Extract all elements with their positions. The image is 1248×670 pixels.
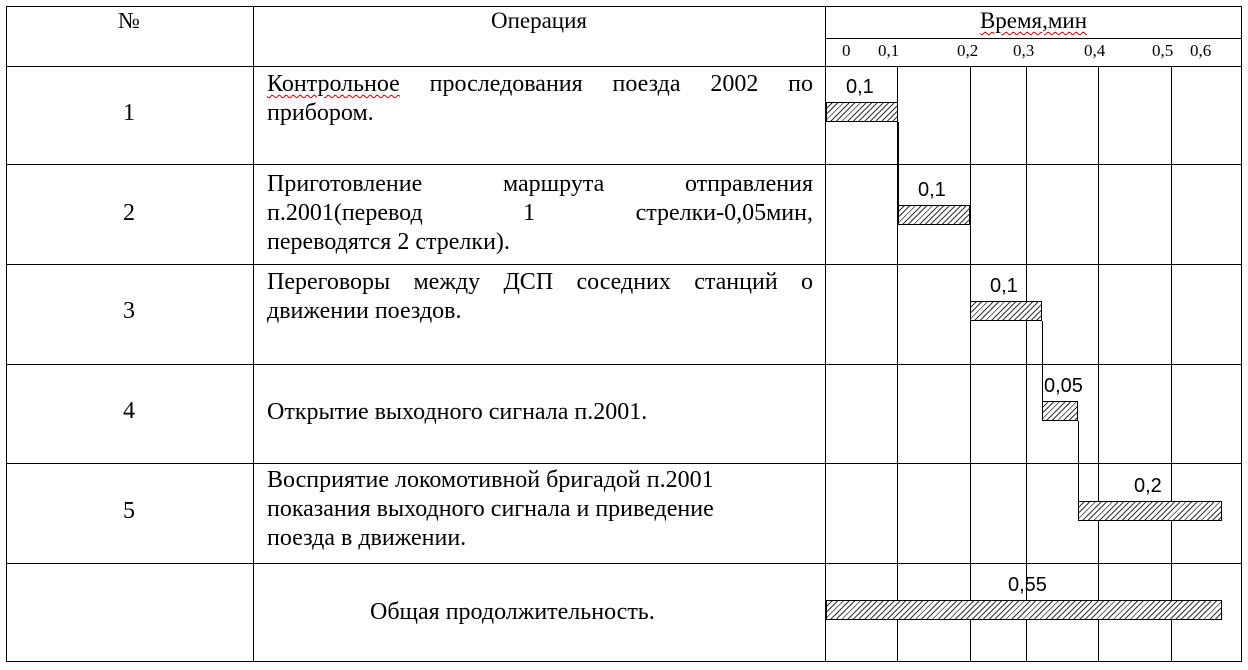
tick-label: 0,2 <box>957 41 979 60</box>
operation-text <box>267 466 813 553</box>
operation-word: проследования поезда 2002 по <box>429 71 813 97</box>
operation-line: переводятся 2 стрелки). <box>267 229 510 255</box>
gantt-connector <box>898 122 899 205</box>
tick-label: 0,5 <box>1152 41 1174 60</box>
gantt-bar <box>826 600 1222 620</box>
tick-label: 0,6 <box>1190 41 1212 60</box>
gantt-bar <box>1078 501 1222 521</box>
gantt-bar <box>970 301 1042 321</box>
operation-line: показания выходного сигнала и приведение <box>267 496 714 522</box>
time-gridline <box>1026 66 1027 662</box>
row-divider <box>6 563 1242 564</box>
gantt-bar <box>898 205 970 225</box>
row-number: 3 <box>123 298 135 324</box>
tick-label: 0 <box>842 41 851 60</box>
operation-line: п.2001(перевод 1 стрелки-0,05мин, <box>267 200 813 226</box>
operation-word: Контрольное <box>267 71 400 97</box>
gantt-connector <box>1078 421 1079 501</box>
row-divider <box>6 264 1242 265</box>
gantt-bar-label: 0,1 <box>846 76 874 98</box>
time-gridline <box>970 66 971 662</box>
total-label: Общая продолжительность. <box>370 599 655 625</box>
row-divider <box>6 66 1242 67</box>
gantt-bar-label: 0,05 <box>1044 375 1083 397</box>
gantt-connector <box>970 225 971 301</box>
operation-text <box>267 70 813 128</box>
operation-line: прибором. <box>267 100 374 126</box>
row-divider <box>6 164 1242 165</box>
operation-text <box>267 268 813 326</box>
gantt-bar-label: 0,1 <box>918 179 946 201</box>
row-divider <box>6 364 1242 365</box>
header-operation: Операция <box>490 8 588 33</box>
operation-line: Восприятие локомотивной бригадой п.2001 <box>267 467 714 493</box>
tick-label: 0,4 <box>1084 41 1106 60</box>
row-number: 2 <box>123 200 135 226</box>
row-number: 5 <box>123 498 135 524</box>
operation-line: Приготовление маршрута отправления <box>267 171 813 197</box>
time-gridline <box>1098 66 1099 662</box>
operation-text <box>267 170 813 257</box>
row-divider <box>6 463 1242 464</box>
gantt-connector <box>1042 321 1043 401</box>
gantt-bar <box>1042 401 1078 421</box>
operation-line: Открытие выходного сигнала п.2001. <box>267 399 648 425</box>
col-divider <box>253 6 254 662</box>
row-number: 1 <box>123 100 135 126</box>
tick-label: 0,3 <box>1013 41 1035 60</box>
tick-label: 0,1 <box>878 41 900 60</box>
header-subline <box>825 38 1242 39</box>
operation-line: движении поездов. <box>267 298 462 324</box>
header-number: № <box>118 8 140 33</box>
gantt-bar-label: 0,1 <box>990 275 1018 297</box>
operation-line <box>267 70 813 99</box>
operation-text <box>267 398 813 427</box>
header-time: Время,мин <box>979 8 1088 33</box>
row-number: 4 <box>123 398 135 424</box>
operation-line: поезда в движении. <box>267 525 467 551</box>
operation-line: Переговоры между ДСП соседних станций о <box>267 269 813 295</box>
gantt-bar <box>826 102 898 122</box>
time-gridline <box>1171 66 1172 662</box>
gantt-bar-label: 0,2 <box>1134 475 1162 497</box>
gantt-bar-label: 0,55 <box>1008 574 1047 596</box>
